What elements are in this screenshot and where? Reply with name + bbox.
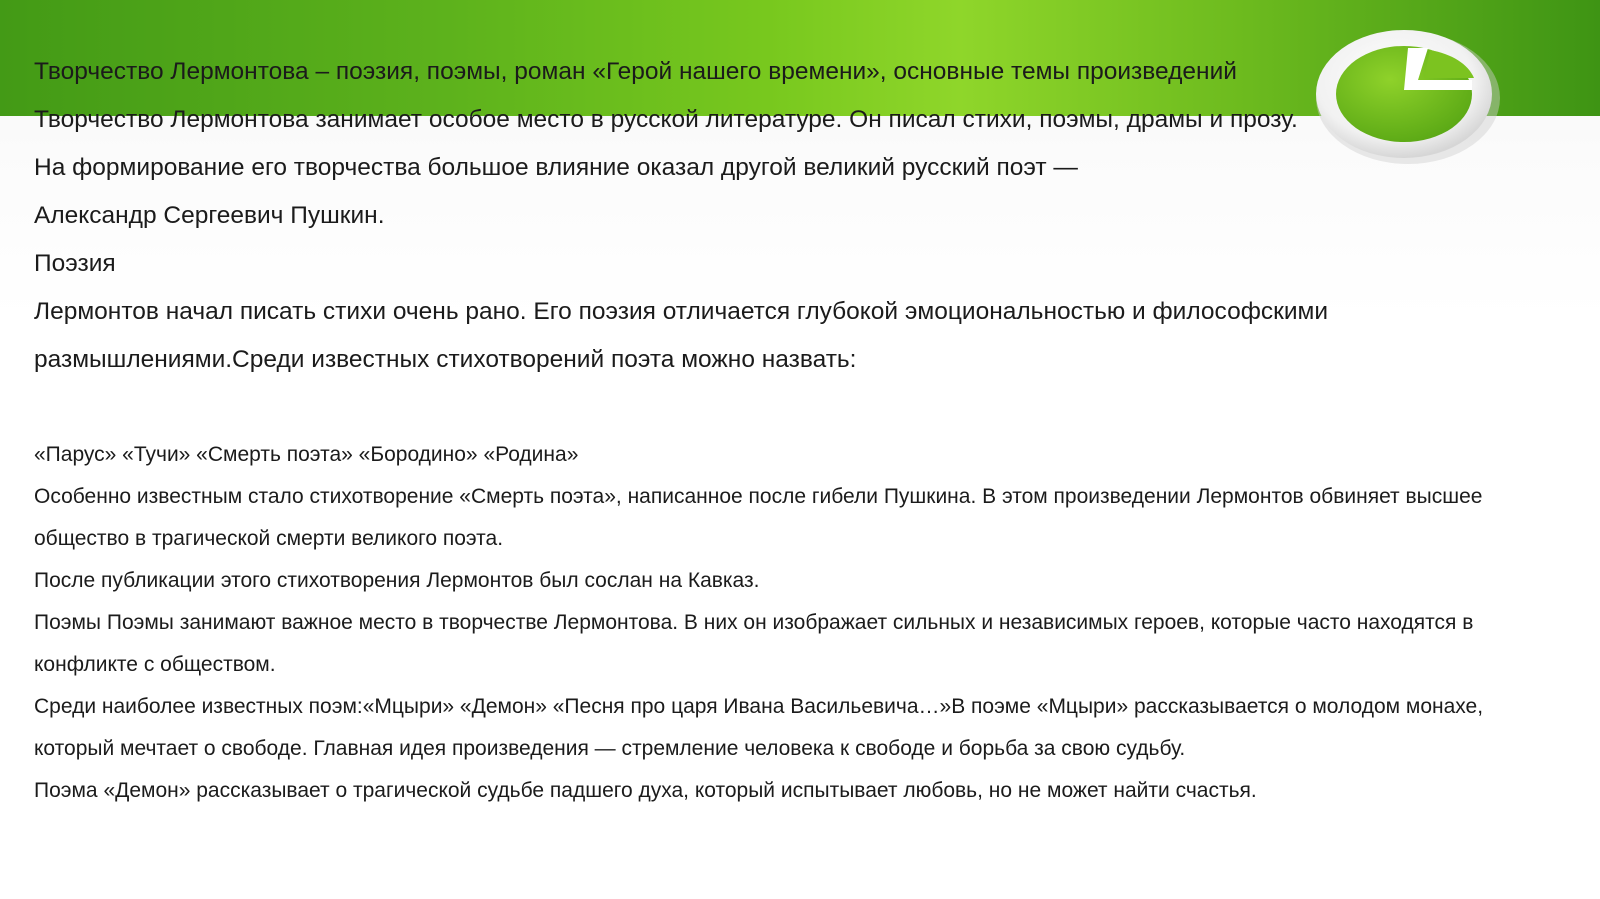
- poems-list: «Парус» «Тучи» «Смерть поэта» «Бородино» «Родина»: [34, 443, 579, 466]
- demon-paragraph: Поэма «Демон» рассказывает о трагической судьбе падшего духа, который испытывает любовь, но не может найти счастья.: [34, 779, 1257, 802]
- poetry-heading: Поэзия: [34, 250, 116, 277]
- known-poems-paragraph: Среди наиболее известных поэм:«Мцыри» «Демон» «Песня про царя Ивана Васильевича…»В поэме «Мцыри» рассказывается о молодом монахе, который мечтает о свободе. Главная идея произведения — стремление человека к свободе и борьба за свою судьбу.: [34, 695, 1484, 760]
- intro-paragraph: Творчество Лермонтова занимает особое место в русской литературе. Он писал стихи, поэмы, драмы и прозу.: [34, 106, 1298, 133]
- poetry-paragraph: Лермонтов начал писать стихи очень рано. Его поэзия отличается глубокой эмоциональностью и философскими размышлениями.Среди известных стихотворений поэта можно назвать:: [34, 298, 1329, 373]
- exile-paragraph: После публикации этого стихотворения Лермонтов был сослан на Кавказ.: [34, 569, 760, 592]
- long-poems-paragraph: Поэмы Поэмы занимают важное место в творчестве Лермонтова. В них он изображает сильных и независимых героев, которые часто находятся в конфликте с обществом.: [34, 611, 1474, 676]
- death-poem-paragraph: Особенно известным стало стихотворение «Смерть поэта», написанное после гибели Пушкина. В этом произведении Лермонтов обвиняет высшее общество в трагической смерти великого поэта.: [34, 485, 1483, 550]
- slide-text: [34, 48, 1534, 812]
- influence-line-1: На формирование его творчества большое влияние оказал другой великий русский поэт —: [34, 154, 1078, 181]
- spacer: [34, 384, 1534, 434]
- page-title: Творчество Лермонтова – поэзия, поэмы, роман «Герой нашего времени», основные темы произведений: [34, 58, 1237, 85]
- influence-line-2: Александр Сергеевич Пушкин.: [34, 202, 385, 229]
